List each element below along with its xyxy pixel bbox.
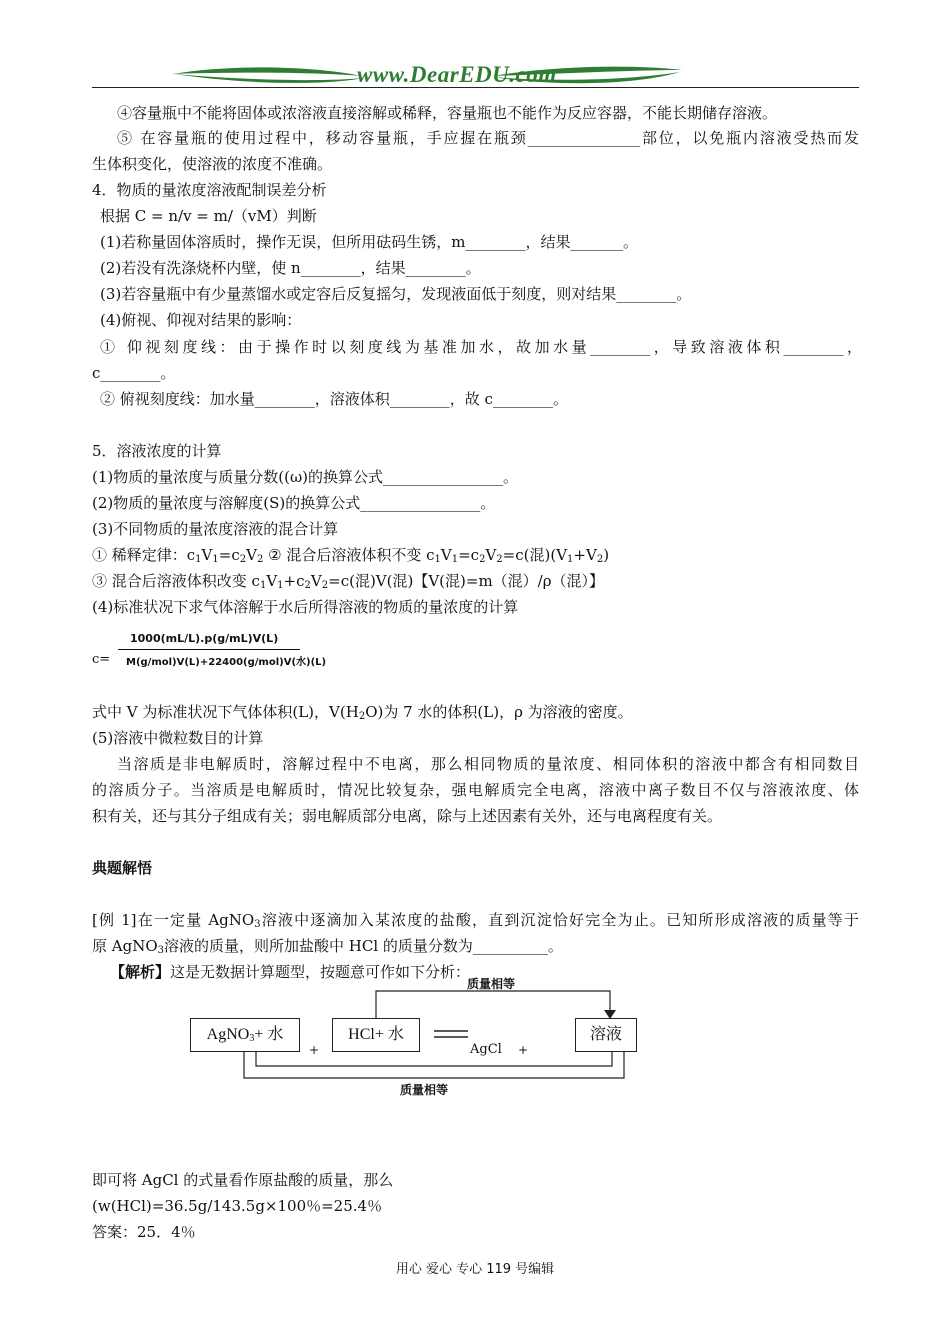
text-line: ① 稀释定律：$c_1V_1=c_2V_2$ ② 混合后溶液体积不变 $c_1V_1=c_2V_2=c$(混)$(V_1+V_2)$ <box>92 546 610 565</box>
formula-numerator: 1000(mL/L).p(g/mL)V(L) <box>130 632 279 645</box>
text-line: 的溶质分子。当溶质是电解质时，情况比较复杂，强电解质完全电离，溶液中离子数目不仅与溶液浓度、体 <box>92 781 859 799</box>
text-line: (2)物质的量浓度与溶解度(S)的换算公式________________。 <box>92 494 496 512</box>
text-line: 【解析】这是无数据计算题型，按题意可作如下分析： <box>110 963 471 981</box>
site-url: www.DearEDU.com <box>357 62 557 87</box>
text-line: (5)溶液中微粒数目的计算 <box>92 729 264 747</box>
text-line: 原 AgNO$_3$溶液的质量，则所加盐酸中 HCl 的质量分数为__________。 <box>92 937 563 956</box>
text-line: c________。 <box>92 364 176 382</box>
text-line: ④容量瓶中不能将固体或浓溶液直接溶解或稀释，容量瓶也不能作为反应容器，不能长期储存溶液。 <box>117 104 778 122</box>
agcl-label: AgCl <box>470 1042 502 1057</box>
text-line: 积有关，还与其分子组成有关；弱电解质部分电离，除与上述因素有关外，还与电离程度有关。 <box>92 807 723 825</box>
text-line: (3)不同物质的量浓度溶液的混合计算 <box>92 520 339 538</box>
text-line: 即可将 AgCl 的式量看作原盐酸的质量，那么 <box>92 1171 394 1189</box>
section-heading: 5．溶液浓度的计算 <box>92 442 222 460</box>
plus-sign: + <box>309 1043 320 1057</box>
text-line: 生体积变化，使溶液的浓度不准确。 <box>92 155 333 173</box>
text-line: ② 俯视刻度线：加水量________，溶液体积________，故 c________。 <box>100 390 568 408</box>
text-line: (4)俯视、仰视对结果的影响： <box>100 311 302 329</box>
text-line: [例 1]在一定量 AgNO$_3$溶液中逐滴加入某浓度的盐酸，直到沉淀恰好完全为止。已知所形成溶液的质量等于 <box>92 911 859 930</box>
text-line: (w(HCl)=36.5g/143.5g×100％=25.4％ <box>92 1197 383 1215</box>
section-heading: 典题解悟 <box>92 859 153 877</box>
text-line: (3)若容量瓶中有少量蒸馏水或定容后反复摇匀，发现液面低于刻度，则对结果________。 <box>100 285 692 303</box>
page-footer: 用心 爱心 专心 119 号编辑 <box>395 1262 555 1277</box>
text-line: (1)若称量固体溶质时，操作无误，但所用砝码生锈，m________，结果_______。 <box>100 233 638 251</box>
text-line: ⑤ 在容量瓶的使用过程中，移动容量瓶，手应握在瓶颈_______________部位，以免瓶内溶液受热而发 <box>117 129 859 147</box>
text-line: (1)物质的量浓度与质量分数((ω)的换算公式________________。 <box>92 468 519 486</box>
diagram-top-label: 质量相等 <box>467 977 516 991</box>
agno3-box: AgNO$_3$+ 水 <box>190 1018 300 1052</box>
diagram-bottom-label: 质量相等 <box>400 1083 449 1097</box>
text-line: 当溶质是非电解质时，溶解过程中不电离，那么相同物质的量浓度、相同体积的溶液中都含有相同数目 <box>117 755 859 773</box>
plus-sign: + <box>518 1043 529 1057</box>
answer-line: 答案：25．4％ <box>92 1223 196 1241</box>
text-line: 式中 V 为标准状况下气体体积(L)，$V(H_2O)$为 7 水的体积(L)，ρ 为溶液的密度。 <box>92 703 633 722</box>
text-line: (4)标准状况下求气体溶解于水后所得溶液的物质的量浓度的计算 <box>92 598 519 616</box>
text-line: (2)若没有洗涤烧杯内壁，使 n________，结果________。 <box>100 259 481 277</box>
formula-label: c= <box>92 652 111 667</box>
text-line: 根据 C = n/v = m/（vM）判断 <box>100 207 317 225</box>
text-line: ③ 混合后溶液体积改变 $c_1V_1+c_2V_2=c$(混)V(混)【V(混)=m（混）/ρ（混）】 <box>92 572 605 591</box>
hcl-box: HCl+ 水 <box>332 1018 420 1052</box>
text-line: ① 仰视刻度线：由于操作时以刻度线为基准加水，故加水量________，导致溶液体积________， <box>100 338 862 356</box>
solution-box: 溶液 <box>575 1018 637 1052</box>
formula-denominator: M(g/mol)V(L)+22400(g/mol)V(水)(L) <box>126 657 327 668</box>
section-heading: 4．物质的量浓度溶液配制误差分析 <box>92 181 327 199</box>
